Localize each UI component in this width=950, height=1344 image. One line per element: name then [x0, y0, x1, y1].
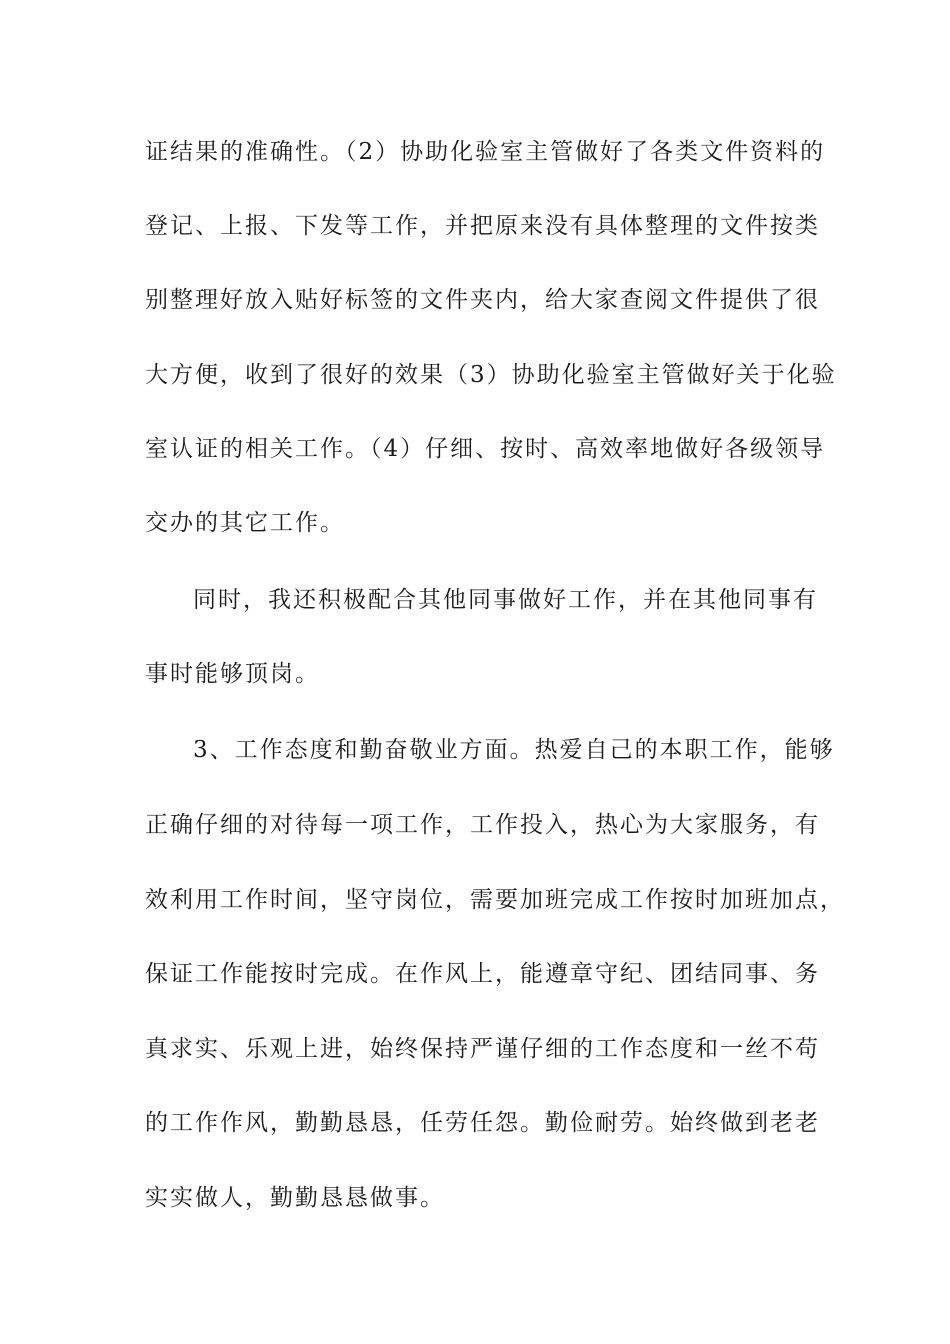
text-line: 的工作作风，勤勤恳恳，任劳任怨。勤俭耐劳。始终做到老老	[145, 1110, 820, 1136]
text-line: 室认证的相关工作。（4）仔细、按时、高效率地做好各级领导	[145, 436, 826, 462]
paragraph-first-line: 3、工作态度和勤奋敬业方面。热爱自己的本职工作，能够	[193, 737, 835, 763]
text-line: 登记、上报、下发等工作，并把原来没有具体整理的文件按类	[145, 213, 820, 239]
text-line: 交办的其它工作。	[145, 510, 345, 536]
text-line: 证结果的准确性。（2）协助化验室主管做好了各类文件资料的	[145, 139, 826, 165]
text-line: 实实做人，勤勤恳恳做事。	[145, 1185, 445, 1211]
text-line: 效利用工作时间，坚守岗位，需要加班完成工作按时加班加点，	[145, 887, 845, 913]
text-line: 事时能够顶岗。	[145, 661, 320, 687]
paragraph-first-line: 同时，我还积极配合其他同事做好工作，并在其他同事有	[193, 587, 818, 613]
text-line: 真求实、乐观上进，始终保持严谨仔细的工作态度和一丝不苟	[145, 1036, 820, 1062]
text-line: 正确仔细的对待每一项工作，工作投入，热心为大家服务，有	[145, 812, 820, 838]
text-line: 别整理好放入贴好标签的文件夹内，给大家查阅文件提供了很	[145, 287, 820, 313]
text-line: 大方便，收到了很好的效果（3）协助化验室主管做好关于化验	[145, 362, 837, 388]
text-line: 保证工作能按时完成。在作风上，能遵章守纪、团结同事、务	[145, 961, 820, 987]
